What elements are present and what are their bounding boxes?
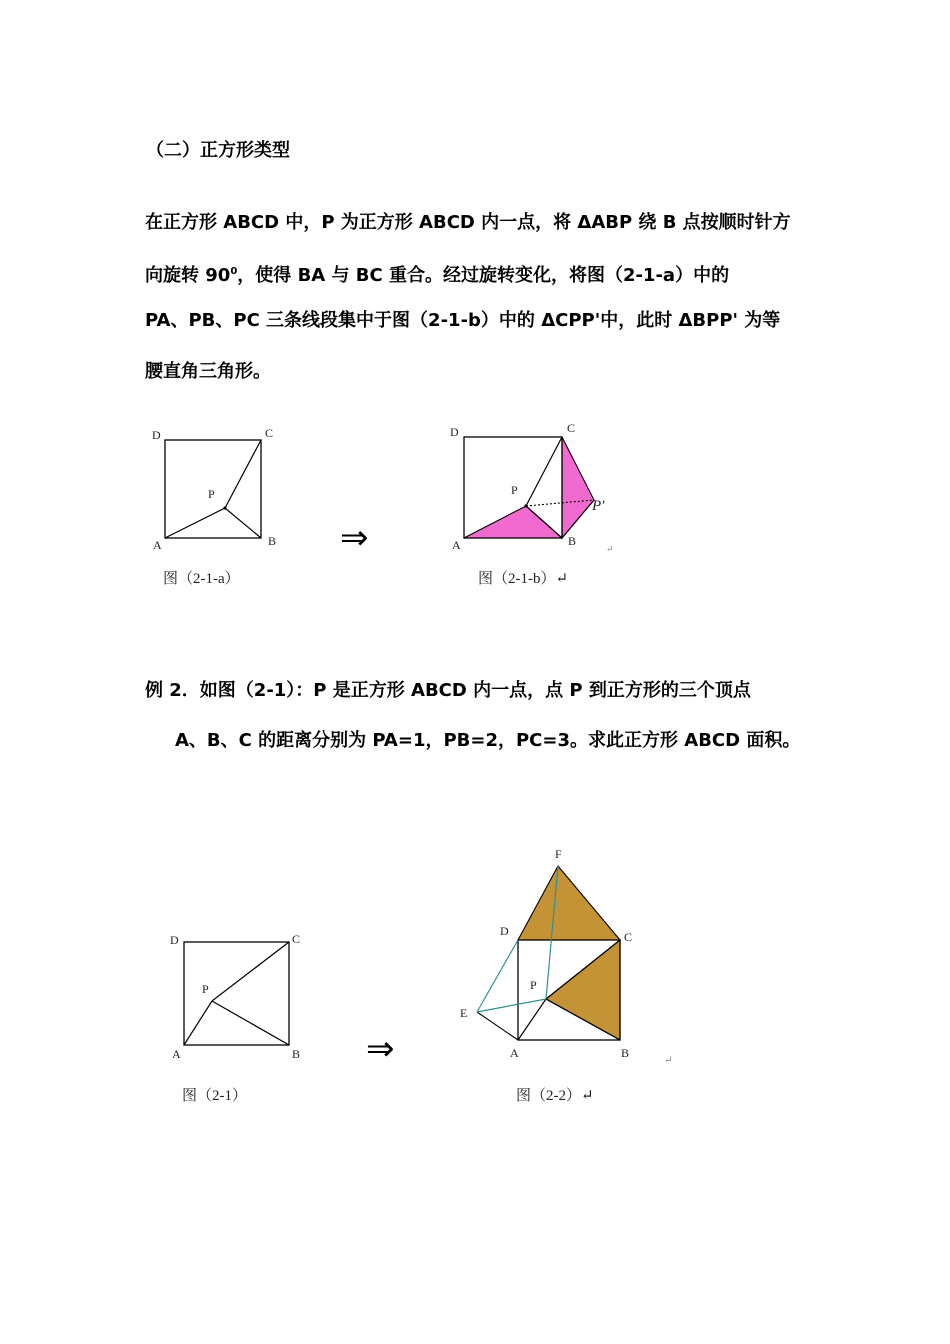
figure-2-2: [450, 840, 690, 1110]
caption-2-1: 图（2-1）: [182, 1088, 247, 1104]
point-p: [223, 506, 226, 509]
label-p: P: [530, 978, 537, 992]
arrow-2: ⇒: [366, 1029, 395, 1069]
square-abcd: [184, 942, 289, 1045]
label-p: P: [511, 483, 518, 497]
label-a: A: [510, 1046, 519, 1060]
label-c: C: [567, 421, 576, 435]
example-line-2: A、B、C 的距离分别为 PA=1，PB=2，PC=3。求此正方形 ABCD 面积。: [175, 730, 801, 751]
label-d: D: [170, 933, 179, 947]
point-p: [524, 504, 527, 507]
triangle-abp-fill: [464, 506, 562, 538]
caption-2-2: 图（2-2）↵: [516, 1088, 594, 1104]
figure-2-1-a: [140, 420, 300, 600]
label-p: P: [202, 982, 209, 996]
figure-2-1-b: [440, 415, 630, 595]
intro-line-4: 腰直角三角形。: [145, 361, 271, 382]
segment-pa: [518, 999, 546, 1040]
label-f: F: [555, 847, 562, 861]
intro-line-2: [145, 260, 729, 288]
intro-line-2-b: ，使得 BA 与 BC 重合。经过旋转变化，将图（2-1-a）中的: [237, 265, 730, 286]
label-b: B: [292, 1047, 301, 1061]
label-p-prime: P′: [592, 498, 605, 514]
segment-pb: [225, 508, 261, 538]
segment-ep-teal: [477, 999, 546, 1012]
segment-ea: [477, 1012, 518, 1040]
label-a: A: [153, 538, 162, 552]
label-b: B: [268, 534, 277, 548]
segment-pb: [212, 1001, 289, 1045]
label-b: B: [621, 1046, 630, 1060]
caption-2-1-b: 图（2-1-b）↵: [478, 571, 569, 587]
label-c: C: [624, 930, 633, 944]
intro-line-3: PA、PB、PC 三条线段集中于图（2-1-b）中的 ΔCPP'中，此时 ΔBPP' 为等: [145, 310, 781, 331]
segment-pa: [165, 508, 225, 538]
stray-mark-b: ↵: [664, 1055, 673, 1066]
label-c: C: [265, 426, 274, 440]
label-e: E: [460, 1006, 468, 1020]
stray-mark-a: ↵: [606, 544, 614, 554]
caption-2-1-a: 图（2-1-a）: [163, 571, 240, 587]
label-a: A: [172, 1047, 181, 1061]
segment-pc: [225, 440, 261, 508]
label-p: P: [208, 487, 215, 501]
label-c: C: [292, 932, 301, 946]
label-d: D: [152, 428, 161, 442]
intro-line-1: 在正方形 ABCD 中，P 为正方形 ABCD 内一点，将 ΔABP 绕 B 点按顺时针方: [145, 212, 791, 233]
figure-2-1: [165, 925, 315, 1110]
triangle-dcf-fill: [518, 866, 620, 940]
arrow-1: ⇒: [340, 518, 369, 558]
segment-pc: [212, 942, 289, 1001]
segment-pc: [526, 437, 562, 506]
label-d: D: [500, 924, 509, 938]
example-line-1: 例 2．如图（2-1）：P 是正方形 ABCD 内一点，点 P 到正方形的三个顶点: [145, 680, 751, 701]
label-b: B: [568, 534, 577, 548]
section-title: （二）正方形类型: [146, 140, 290, 161]
degree-sup: 0: [230, 266, 238, 277]
label-d: D: [450, 425, 459, 439]
triangle-cbp2-fill: [562, 437, 594, 538]
segment-pa: [184, 1001, 212, 1045]
label-a: A: [452, 538, 461, 552]
intro-line-2-a: 向旋转 90: [145, 265, 231, 286]
segment-ed-teal: [477, 940, 518, 1012]
